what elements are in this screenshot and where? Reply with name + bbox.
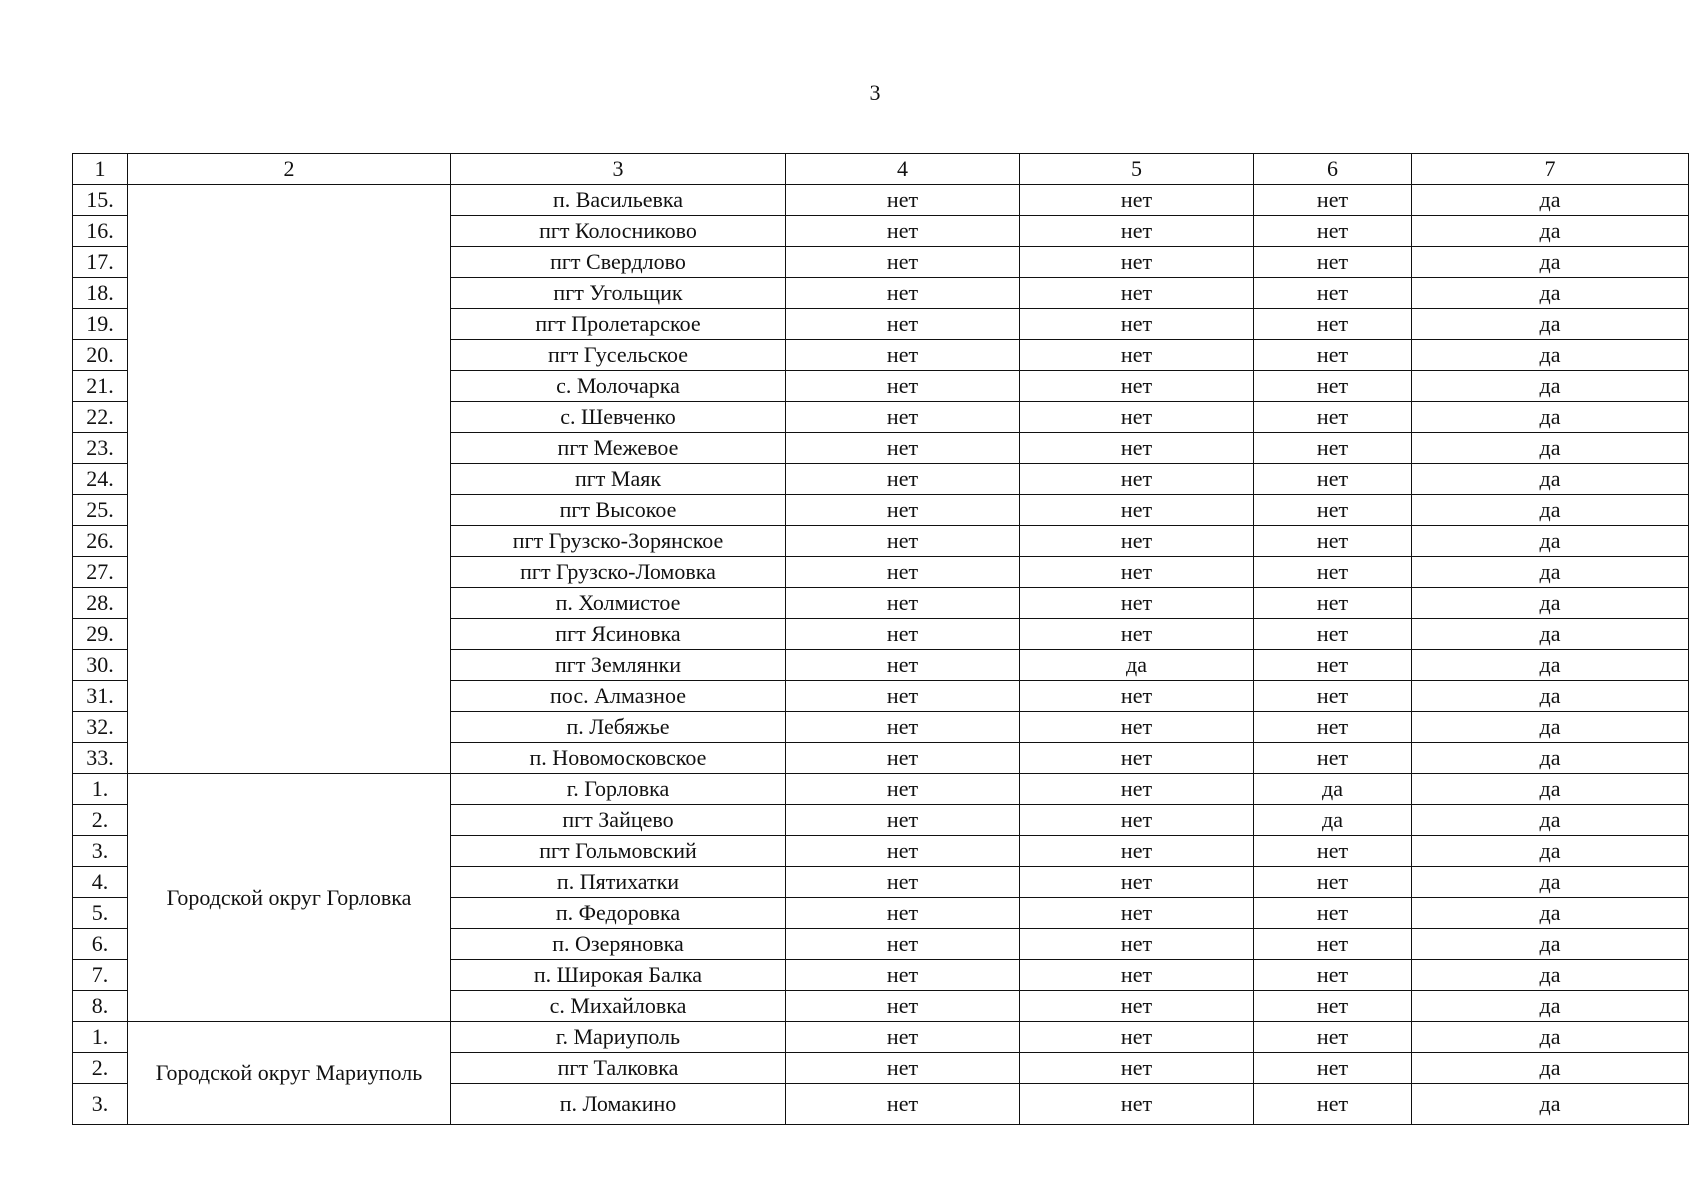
row-number: 30. xyxy=(73,650,128,681)
col-7-value: да xyxy=(1412,898,1689,929)
settlement-name: п. Широкая Балка xyxy=(451,960,786,991)
table-body xyxy=(73,154,1689,1125)
table-row xyxy=(73,185,1689,216)
settlement-name: с. Михайловка xyxy=(451,991,786,1022)
col-6-value: да xyxy=(1254,774,1412,805)
col-4-value: нет xyxy=(786,867,1020,898)
col-5-value: нет xyxy=(1020,960,1254,991)
settlement-name: пгт Ясиновка xyxy=(451,619,786,650)
col-4-value: нет xyxy=(786,216,1020,247)
row-number: 32. xyxy=(73,712,128,743)
column-number-row xyxy=(73,154,1689,185)
col-5-value: нет xyxy=(1020,557,1254,588)
row-number: 16. xyxy=(73,216,128,247)
col-5-value: нет xyxy=(1020,681,1254,712)
col-5-value: нет xyxy=(1020,185,1254,216)
col-7-value: да xyxy=(1412,960,1689,991)
col-5-value: нет xyxy=(1020,402,1254,433)
settlement-name: пгт Пролетарское xyxy=(451,309,786,340)
row-number: 24. xyxy=(73,464,128,495)
col-4-value: нет xyxy=(786,960,1020,991)
col-4-value: нет xyxy=(786,805,1020,836)
col-6-value: нет xyxy=(1254,681,1412,712)
col-4-value: нет xyxy=(786,371,1020,402)
col-7-value: да xyxy=(1412,557,1689,588)
column-number: 2 xyxy=(128,154,451,185)
col-6-value: нет xyxy=(1254,1053,1412,1084)
col-6-value: нет xyxy=(1254,309,1412,340)
settlement-name: пгт Грузско-Зорянское xyxy=(451,526,786,557)
col-6-value: нет xyxy=(1254,929,1412,960)
col-7-value: да xyxy=(1412,991,1689,1022)
col-6-value: нет xyxy=(1254,340,1412,371)
col-7-value: да xyxy=(1412,650,1689,681)
row-number: 18. xyxy=(73,278,128,309)
col-4-value: нет xyxy=(786,991,1020,1022)
column-number: 6 xyxy=(1254,154,1412,185)
col-5-value: нет xyxy=(1020,526,1254,557)
settlement-name: пгт Землянки xyxy=(451,650,786,681)
row-number: 20. xyxy=(73,340,128,371)
col-5-value: нет xyxy=(1020,371,1254,402)
row-number: 27. xyxy=(73,557,128,588)
row-number: 26. xyxy=(73,526,128,557)
settlement-name: пгт Грузско-Ломовка xyxy=(451,557,786,588)
municipality-cell xyxy=(128,185,451,774)
col-5-value: нет xyxy=(1020,588,1254,619)
col-7-value: да xyxy=(1412,805,1689,836)
col-4-value: нет xyxy=(786,340,1020,371)
col-7-value: да xyxy=(1412,619,1689,650)
col-7-value: да xyxy=(1412,185,1689,216)
row-number: 15. xyxy=(73,185,128,216)
settlement-name: п. Федоровка xyxy=(451,898,786,929)
col-6-value: нет xyxy=(1254,278,1412,309)
settlement-name: пгт Колосниково xyxy=(451,216,786,247)
settlement-name: п. Лебяжье xyxy=(451,712,786,743)
row-number: 33. xyxy=(73,743,128,774)
col-6-value: нет xyxy=(1254,371,1412,402)
col-5-value: нет xyxy=(1020,867,1254,898)
col-4-value: нет xyxy=(786,712,1020,743)
col-4-value: нет xyxy=(786,619,1020,650)
row-number: 29. xyxy=(73,619,128,650)
settlement-name: пгт Угольщик xyxy=(451,278,786,309)
col-5-value: нет xyxy=(1020,805,1254,836)
settlement-name: с. Молочарка xyxy=(451,371,786,402)
col-5-value: нет xyxy=(1020,278,1254,309)
settlement-name: п. Васильевка xyxy=(451,185,786,216)
row-number: 1. xyxy=(73,1022,128,1053)
col-6-value: нет xyxy=(1254,495,1412,526)
settlement-name: пгт Маяк xyxy=(451,464,786,495)
col-4-value: нет xyxy=(786,1022,1020,1053)
col-6-value: нет xyxy=(1254,526,1412,557)
column-number: 7 xyxy=(1412,154,1689,185)
settlement-name: пгт Высокое xyxy=(451,495,786,526)
col-6-value: нет xyxy=(1254,619,1412,650)
col-6-value: нет xyxy=(1254,557,1412,588)
row-number: 2. xyxy=(73,805,128,836)
col-7-value: да xyxy=(1412,464,1689,495)
col-7-value: да xyxy=(1412,712,1689,743)
col-5-value: нет xyxy=(1020,309,1254,340)
col-6-value: нет xyxy=(1254,588,1412,619)
col-5-value: нет xyxy=(1020,898,1254,929)
col-4-value: нет xyxy=(786,1053,1020,1084)
col-7-value: да xyxy=(1412,402,1689,433)
col-6-value: нет xyxy=(1254,464,1412,495)
col-7-value: да xyxy=(1412,929,1689,960)
col-4-value: нет xyxy=(786,464,1020,495)
row-number: 31. xyxy=(73,681,128,712)
settlement-name: г. Мариуполь xyxy=(451,1022,786,1053)
col-7-value: да xyxy=(1412,1053,1689,1084)
col-6-value: нет xyxy=(1254,743,1412,774)
row-number: 21. xyxy=(73,371,128,402)
column-number: 4 xyxy=(786,154,1020,185)
row-number: 8. xyxy=(73,991,128,1022)
col-7-value: да xyxy=(1412,743,1689,774)
col-5-value: нет xyxy=(1020,743,1254,774)
col-7-value: да xyxy=(1412,588,1689,619)
col-6-value: нет xyxy=(1254,402,1412,433)
col-4-value: нет xyxy=(786,743,1020,774)
col-5-value: нет xyxy=(1020,247,1254,278)
col-7-value: да xyxy=(1412,1084,1689,1125)
col-6-value: нет xyxy=(1254,247,1412,278)
col-4-value: нет xyxy=(786,836,1020,867)
page-number: 3 xyxy=(869,80,881,105)
col-4-value: нет xyxy=(786,495,1020,526)
col-4-value: нет xyxy=(786,588,1020,619)
col-5-value: нет xyxy=(1020,1053,1254,1084)
col-6-value: нет xyxy=(1254,1022,1412,1053)
row-number: 23. xyxy=(73,433,128,464)
col-4-value: нет xyxy=(786,309,1020,340)
col-4-value: нет xyxy=(786,929,1020,960)
row-number: 3. xyxy=(73,836,128,867)
col-6-value: нет xyxy=(1254,712,1412,743)
col-5-value: нет xyxy=(1020,433,1254,464)
row-number: 22. xyxy=(73,402,128,433)
settlement-name: с. Шевченко xyxy=(451,402,786,433)
row-number: 19. xyxy=(73,309,128,340)
row-number: 28. xyxy=(73,588,128,619)
col-4-value: нет xyxy=(786,247,1020,278)
table-row xyxy=(73,774,1689,805)
col-7-value: да xyxy=(1412,371,1689,402)
settlement-name: п. Холмистое xyxy=(451,588,786,619)
settlements-table xyxy=(72,153,1689,1125)
col-5-value: нет xyxy=(1020,340,1254,371)
col-7-value: да xyxy=(1412,867,1689,898)
municipality-cell: Городской округ Мариуполь xyxy=(128,1022,451,1125)
col-7-value: да xyxy=(1412,1022,1689,1053)
col-5-value: нет xyxy=(1020,991,1254,1022)
col-6-value: нет xyxy=(1254,650,1412,681)
col-4-value: нет xyxy=(786,650,1020,681)
col-6-value: нет xyxy=(1254,185,1412,216)
settlement-name: пгт Талковка xyxy=(451,1053,786,1084)
settlement-name: пгт Межевое xyxy=(451,433,786,464)
col-4-value: нет xyxy=(786,1084,1020,1125)
col-7-value: да xyxy=(1412,526,1689,557)
col-6-value: нет xyxy=(1254,867,1412,898)
column-number: 1 xyxy=(73,154,128,185)
col-6-value: да xyxy=(1254,805,1412,836)
col-5-value: нет xyxy=(1020,712,1254,743)
row-number: 2. xyxy=(73,1053,128,1084)
col-6-value: нет xyxy=(1254,1084,1412,1125)
col-7-value: да xyxy=(1412,216,1689,247)
col-7-value: да xyxy=(1412,309,1689,340)
row-number: 1. xyxy=(73,774,128,805)
col-6-value: нет xyxy=(1254,836,1412,867)
col-5-value: нет xyxy=(1020,929,1254,960)
row-number: 3. xyxy=(73,1084,128,1125)
col-5-value: нет xyxy=(1020,774,1254,805)
municipality-cell: Городской округ Горловка xyxy=(128,774,451,1022)
col-7-value: да xyxy=(1412,774,1689,805)
col-6-value: нет xyxy=(1254,991,1412,1022)
row-number: 17. xyxy=(73,247,128,278)
settlement-name: пос. Алмазное xyxy=(451,681,786,712)
col-7-value: да xyxy=(1412,340,1689,371)
col-7-value: да xyxy=(1412,836,1689,867)
settlement-name: пгт Зайцево xyxy=(451,805,786,836)
row-number: 6. xyxy=(73,929,128,960)
col-5-value: да xyxy=(1020,650,1254,681)
col-6-value: нет xyxy=(1254,898,1412,929)
col-7-value: да xyxy=(1412,495,1689,526)
settlement-name: п. Ломакино xyxy=(451,1084,786,1125)
settlement-name: п. Озеряновка xyxy=(451,929,786,960)
column-number: 3 xyxy=(451,154,786,185)
settlement-name: пгт Гусельское xyxy=(451,340,786,371)
col-4-value: нет xyxy=(786,526,1020,557)
col-5-value: нет xyxy=(1020,1022,1254,1053)
col-7-value: да xyxy=(1412,681,1689,712)
col-6-value: нет xyxy=(1254,216,1412,247)
col-4-value: нет xyxy=(786,681,1020,712)
col-7-value: да xyxy=(1412,247,1689,278)
col-4-value: нет xyxy=(786,433,1020,464)
col-7-value: да xyxy=(1412,278,1689,309)
settlement-name: г. Горловка xyxy=(451,774,786,805)
col-4-value: нет xyxy=(786,278,1020,309)
settlement-name: п. Пятихатки xyxy=(451,867,786,898)
col-4-value: нет xyxy=(786,402,1020,433)
row-number: 5. xyxy=(73,898,128,929)
table-row xyxy=(73,1022,1689,1053)
col-5-value: нет xyxy=(1020,216,1254,247)
col-5-value: нет xyxy=(1020,1084,1254,1125)
row-number: 25. xyxy=(73,495,128,526)
col-5-value: нет xyxy=(1020,464,1254,495)
col-5-value: нет xyxy=(1020,619,1254,650)
settlement-name: пгт Гольмовский xyxy=(451,836,786,867)
col-5-value: нет xyxy=(1020,836,1254,867)
col-7-value: да xyxy=(1412,433,1689,464)
row-number: 4. xyxy=(73,867,128,898)
col-5-value: нет xyxy=(1020,495,1254,526)
col-6-value: нет xyxy=(1254,960,1412,991)
col-4-value: нет xyxy=(786,557,1020,588)
col-4-value: нет xyxy=(786,185,1020,216)
col-4-value: нет xyxy=(786,774,1020,805)
row-number: 7. xyxy=(73,960,128,991)
col-6-value: нет xyxy=(1254,433,1412,464)
column-number: 5 xyxy=(1020,154,1254,185)
settlement-name: п. Новомосковское xyxy=(451,743,786,774)
settlement-name: пгт Свердлово xyxy=(451,247,786,278)
col-4-value: нет xyxy=(786,898,1020,929)
